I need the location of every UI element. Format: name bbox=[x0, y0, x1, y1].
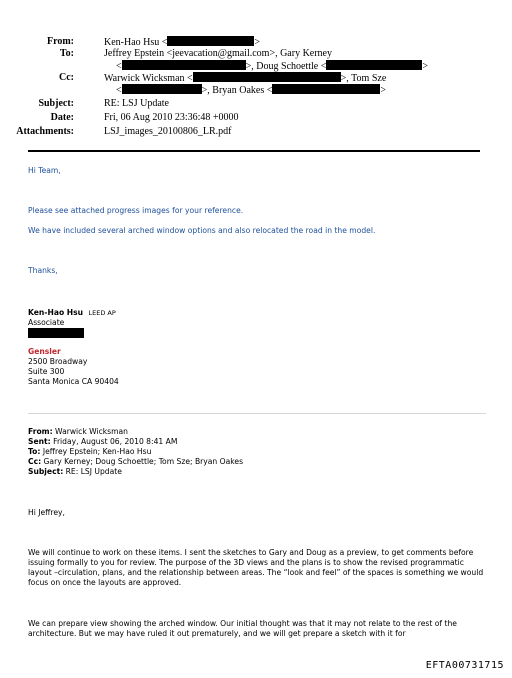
to-label: To: bbox=[59, 48, 74, 59]
from-label: From: bbox=[46, 36, 74, 47]
redaction-block bbox=[326, 60, 422, 70]
cc-value-line1b: >, Tom Sze bbox=[340, 73, 387, 84]
from-value: Ken-Hao Hsu < bbox=[104, 37, 168, 48]
attachments-link[interactable]: LSJ_images_20100806_LR.pdf bbox=[104, 126, 232, 137]
bracket: < bbox=[116, 61, 122, 72]
quoted-to-row bbox=[28, 447, 151, 457]
bracket: > bbox=[380, 85, 386, 96]
quoted-divider bbox=[28, 413, 486, 414]
subject-label: Subject: bbox=[38, 98, 74, 109]
quoted-subject-row bbox=[28, 467, 122, 477]
quoted-paragraph-2: We can prepare view showing the arched window. Our initial thought was that it may not relate to the rest of the architecture. But we may have ruled it out prematurely, and we will get prepare a sketch with it for bbox=[28, 619, 457, 638]
redaction-block bbox=[193, 72, 341, 82]
quoted-cc-value: Gary Kerney; Doug Schoettle; Tom Sze; Bryan Oakes bbox=[43, 457, 244, 466]
signature-title: Associate bbox=[28, 318, 65, 327]
quoted-sent-row bbox=[28, 437, 177, 447]
signature-address-3: Santa Monica CA 90404 bbox=[28, 377, 119, 386]
quoted-sent-value: Friday, August 06, 2010 8:41 AM bbox=[53, 437, 178, 446]
quoted-to-label: To: bbox=[28, 447, 41, 456]
bracket: < bbox=[116, 85, 122, 96]
bates-number: EFTA00731715 bbox=[425, 660, 504, 671]
quoted-cc-row bbox=[28, 457, 243, 467]
attachments-label: Attachments: bbox=[16, 126, 74, 137]
quoted-from-label: From: bbox=[28, 427, 53, 436]
reply-thanks: Thanks, bbox=[28, 266, 58, 275]
quoted-cc-label: Cc: bbox=[28, 457, 42, 466]
date-label: Date: bbox=[50, 112, 74, 123]
signature-address-2: Suite 300 bbox=[28, 367, 65, 376]
redaction-block bbox=[272, 84, 380, 94]
signature-credential: LEED AP bbox=[88, 309, 116, 317]
signature-name-row bbox=[28, 308, 116, 318]
redaction-block bbox=[28, 328, 84, 338]
cc-value-line2: >, Bryan Oakes < bbox=[201, 85, 273, 96]
quoted-sent-label: Sent: bbox=[28, 437, 51, 446]
reply-line-2: We have included several arched window options and also relocated the road in the model. bbox=[28, 226, 376, 235]
header-divider bbox=[28, 150, 480, 152]
quoted-subject-label: Subject: bbox=[28, 467, 64, 476]
date-value: Fri, 06 Aug 2010 23:36:48 +0000 bbox=[104, 112, 239, 123]
signature-company: Gensler bbox=[28, 347, 61, 356]
redaction-block bbox=[122, 60, 246, 70]
quoted-subject-value: RE: LSJ Update bbox=[65, 467, 122, 476]
quoted-greeting: Hi Jeffrey, bbox=[28, 508, 65, 517]
redaction-block bbox=[167, 36, 254, 46]
reply-line-1: Please see attached progress images for your reference. bbox=[28, 206, 244, 215]
signature-name: Ken-Hao Hsu bbox=[28, 308, 84, 317]
cc-value-line1: Warwick Wicksman < bbox=[104, 73, 193, 84]
to-value-line1: Jeffrey Epstein <jeevacation@gmail.com>, Gary Kerney bbox=[104, 48, 332, 59]
bracket: > bbox=[254, 37, 261, 48]
subject-value: RE: LSJ Update bbox=[104, 98, 169, 109]
cc-label: Cc: bbox=[59, 72, 74, 83]
to-value-line2: >, Doug Schoettle < bbox=[245, 61, 327, 72]
redaction-block bbox=[122, 84, 202, 94]
quoted-from-row bbox=[28, 427, 128, 437]
signature-address-1: 2500 Broadway bbox=[28, 357, 88, 366]
quoted-paragraph-1: We will continue to work on these items. I sent the sketches to Gary and Doug as a preview, to get comments before issuing formally to you for review. The purpose of the 3D views and the plans is to show the revised programmatic layout –circulation, plans, and the relationship between areas. The “look and feel” of the spaces is something we would focus on once the layouts are approved. bbox=[28, 548, 484, 587]
bracket: > bbox=[422, 61, 428, 72]
quoted-from-value: Warwick Wicksman bbox=[55, 427, 128, 436]
quoted-to-value: Jeffrey Epstein; Ken-Hao Hsu bbox=[42, 447, 152, 456]
reply-greeting: Hi Team, bbox=[28, 166, 61, 175]
